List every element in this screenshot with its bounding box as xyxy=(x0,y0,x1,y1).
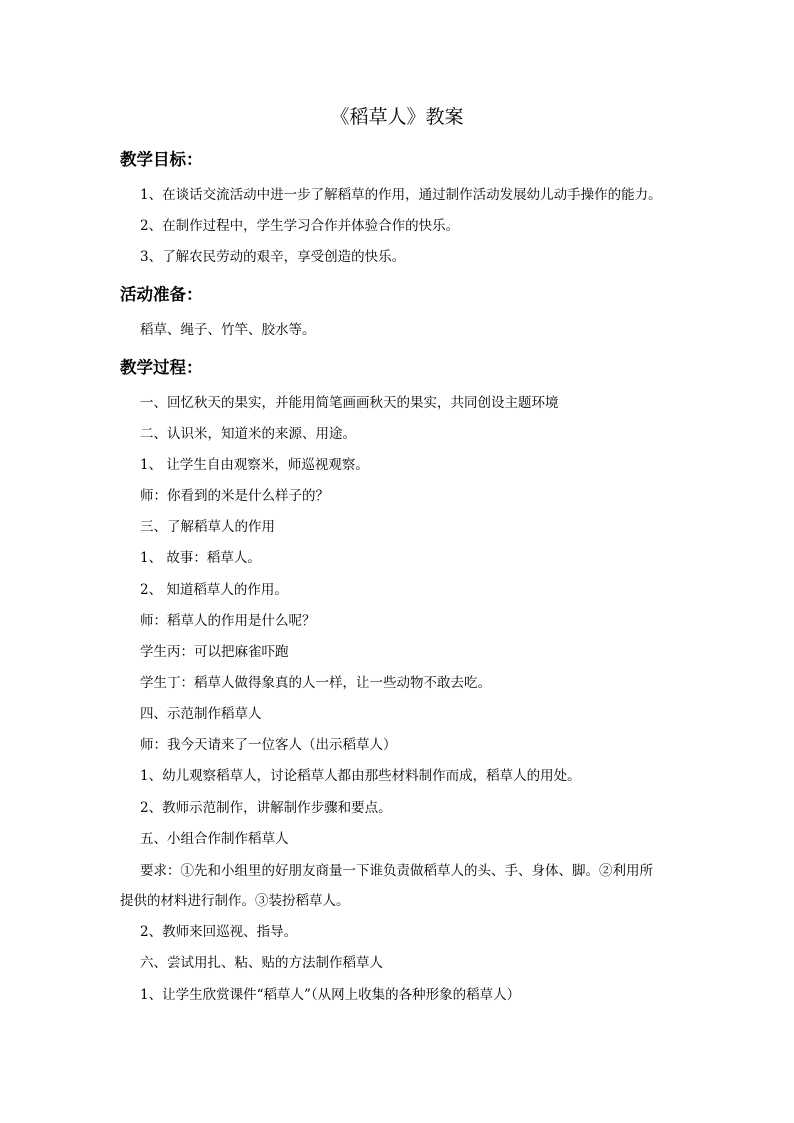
process-line: 要求：①先和小组里的好朋友商量一下谁负责做稻草人的头、手、身体、脚。②利用所 xyxy=(140,863,653,879)
preparation-line: 稻草、绳子、竹竿、胶水等。 xyxy=(140,322,316,338)
process-line: 五、小组合作制作稻草人 xyxy=(140,831,289,847)
document-title: 《稻草人》教案 xyxy=(330,106,464,128)
process-line: 二、认识米，知道米的来源、用途。 xyxy=(140,426,356,442)
goal-line-3: 3、了解农民劳动的艰辛，享受创造的快乐。 xyxy=(140,249,406,265)
section-heading-process: 教学过程： xyxy=(120,358,203,377)
process-line: 1、 故事：稻草人。 xyxy=(140,550,261,566)
process-line: 1、幼儿观察稻草人，讨论稻草人都由那些材料制作而成，稻草人的用处。 xyxy=(140,768,581,784)
process-line: 2、教师来回巡视、指导。 xyxy=(140,924,298,940)
process-line: 学生丙：可以把麻雀吓跑 xyxy=(140,644,289,660)
process-line: 师：我今天请来了一位客人（出示稻草人） xyxy=(140,737,397,753)
goal-line-1: 1、在谈话交流活动中进一步了解稻草的作用，通过制作活动发展幼儿动手操作的能力。 xyxy=(140,187,662,203)
process-line: 2、 知道稻草人的作用。 xyxy=(140,582,288,598)
section-heading-teaching-goals: 教学目标： xyxy=(120,150,203,169)
section-heading-preparation: 活动准备： xyxy=(120,285,203,304)
process-line: 1、 让学生自由观察米，师巡视观察。 xyxy=(140,457,369,473)
process-line: 师：稻草人的作用是什么呢？ xyxy=(140,613,316,629)
process-line: 三、了解稻草人的作用 xyxy=(140,519,275,535)
process-line: 1、让学生欣赏课件“稻草人”（从网上收集的各种形象的稻草人） xyxy=(140,987,521,1003)
goal-line-2: 2、在制作过程中，学生学习合作并体验合作的快乐。 xyxy=(140,218,460,234)
process-line: 提供的材料进行制作。③装扮稻草人。 xyxy=(120,893,350,909)
process-line: 2、教师示范制作，讲解制作步骤和要点。 xyxy=(140,800,392,816)
process-line: 师：你看到的米是什么样子的？ xyxy=(140,488,329,504)
process-line: 六、尝试用扎、粘、贴的方法制作稻草人 xyxy=(140,955,383,971)
process-line: 一、回忆秋天的果实，并能用简笔画画秋天的果实，共同创设主题环境 xyxy=(140,395,559,411)
process-line: 学生丁：稻草人做得象真的人一样，让一些动物不敢去吃。 xyxy=(140,675,491,691)
process-line: 四、示范制作稻草人 xyxy=(140,706,262,722)
